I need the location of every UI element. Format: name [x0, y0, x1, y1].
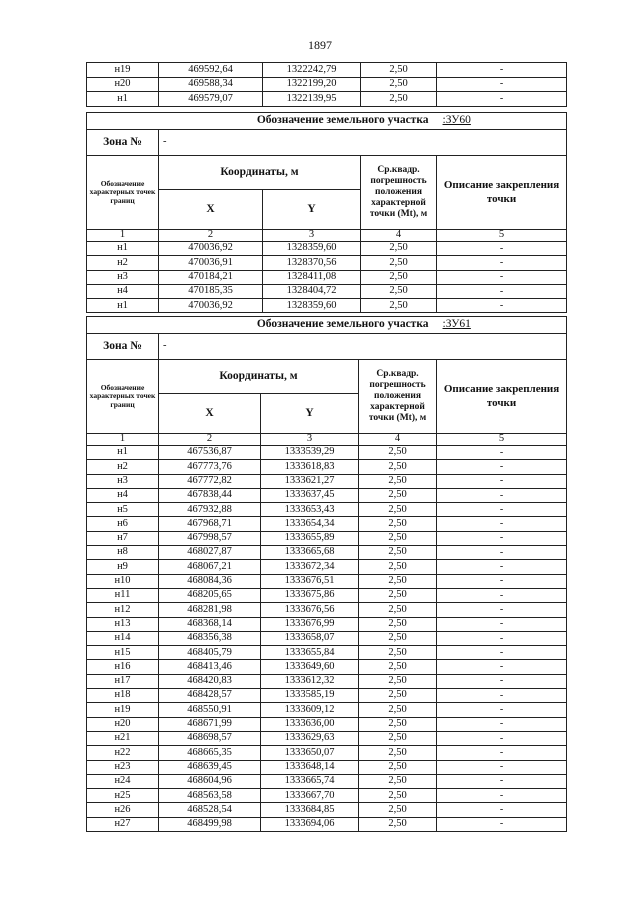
coord-y: 1333694,06: [261, 817, 359, 831]
position-error: 2,50: [359, 446, 437, 460]
table-row: [87, 299, 567, 313]
col-number: 4: [361, 230, 437, 242]
fixing-description: -: [437, 560, 567, 574]
coord-x: 468563,58: [159, 789, 261, 803]
position-error: 2,50: [359, 746, 437, 760]
coord-x: 467968,71: [159, 517, 261, 531]
coord-x: 468671,99: [159, 717, 261, 731]
header-description: Описание закрепления точки: [437, 360, 567, 434]
table-row: [87, 703, 567, 717]
position-error: 2,50: [359, 560, 437, 574]
coord-y: 1333684,85: [261, 803, 359, 817]
point-id: н8: [87, 546, 159, 560]
zone-value: -: [159, 130, 567, 156]
fixing-description: -: [437, 242, 567, 256]
fixing-description: -: [437, 631, 567, 645]
point-id: н2: [87, 460, 159, 474]
coord-y: 1333667,70: [261, 789, 359, 803]
fixing-description: -: [437, 774, 567, 788]
table-row: [87, 689, 567, 703]
point-id: н16: [87, 660, 159, 674]
fixing-description: -: [437, 284, 567, 298]
coord-x: 468550,91: [159, 703, 261, 717]
header-error: Ср.квадр. погрешность положения характерной точки (Mt), м: [359, 360, 437, 434]
table-row: [87, 731, 567, 745]
point-id: н18: [87, 689, 159, 703]
fixing-description: -: [437, 446, 567, 460]
point-id: н1: [87, 242, 159, 256]
point-id: н7: [87, 531, 159, 545]
parcel-value: :ЗУ60: [437, 113, 567, 130]
header-y: Y: [263, 190, 361, 230]
coord-x: 469588,34: [159, 77, 263, 92]
zone-label: Зона №: [87, 130, 159, 156]
position-error: 2,50: [361, 284, 437, 298]
fixing-description: -: [437, 617, 567, 631]
coord-y: 1333655,89: [261, 531, 359, 545]
fixing-description: -: [437, 256, 567, 270]
position-error: 2,50: [359, 646, 437, 660]
coord-x: 468205,65: [159, 588, 261, 602]
coord-x: 468665,35: [159, 746, 261, 760]
position-error: 2,50: [361, 77, 437, 92]
coord-y: 1333621,27: [261, 474, 359, 488]
coord-x: 470036,92: [159, 299, 263, 313]
table-row: [87, 284, 567, 298]
point-id: н1: [87, 92, 159, 107]
point-id: н1: [87, 446, 159, 460]
point-id: н25: [87, 789, 159, 803]
table-row: [87, 817, 567, 831]
table-row: [87, 546, 567, 560]
fixing-description: -: [437, 531, 567, 545]
fixing-description: -: [437, 299, 567, 313]
zone61-rows: [87, 446, 567, 832]
fixing-description: -: [437, 270, 567, 284]
table-row: [87, 77, 567, 92]
point-id: н5: [87, 503, 159, 517]
coord-y: 1322199,20: [263, 77, 361, 92]
coord-y: 1333672,34: [261, 560, 359, 574]
point-id: н11: [87, 588, 159, 602]
fixing-description: -: [437, 760, 567, 774]
fixing-description: -: [437, 731, 567, 745]
coord-x: 468405,79: [159, 646, 261, 660]
point-id: н4: [87, 488, 159, 502]
table-row: [87, 631, 567, 645]
coord-x: 468368,14: [159, 617, 261, 631]
coord-y: 1333585,19: [261, 689, 359, 703]
fixing-description: -: [437, 646, 567, 660]
table-row: [87, 603, 567, 617]
coord-y: 1328404,72: [263, 284, 361, 298]
fixing-description: -: [437, 517, 567, 531]
header-x: X: [159, 190, 263, 230]
fixing-description: -: [437, 817, 567, 831]
point-id: н3: [87, 270, 159, 284]
coord-y: 1333676,99: [261, 617, 359, 631]
fixing-description: -: [437, 689, 567, 703]
point-id: н12: [87, 603, 159, 617]
table-row: [87, 646, 567, 660]
point-id: н20: [87, 77, 159, 92]
position-error: 2,50: [361, 270, 437, 284]
coord-x: 468281,98: [159, 603, 261, 617]
fixing-description: -: [437, 77, 567, 92]
point-id: н26: [87, 803, 159, 817]
coord-y: 1322139,95: [263, 92, 361, 107]
fixing-description: -: [437, 92, 567, 107]
col-number: 5: [437, 230, 567, 242]
coord-x: 468413,46: [159, 660, 261, 674]
continuation-body: [87, 63, 567, 107]
coord-x: 469592,64: [159, 63, 263, 78]
coord-y: 1333665,74: [261, 774, 359, 788]
coord-y: 1333653,43: [261, 503, 359, 517]
point-id: н27: [87, 817, 159, 831]
coord-x: 468420,83: [159, 674, 261, 688]
position-error: 2,50: [359, 517, 437, 531]
position-error: 2,50: [361, 242, 437, 256]
fixing-description: -: [437, 574, 567, 588]
position-error: 2,50: [359, 689, 437, 703]
position-error: 2,50: [359, 603, 437, 617]
position-error: 2,50: [359, 546, 437, 560]
zone60-rows: [87, 242, 567, 313]
point-id: н24: [87, 774, 159, 788]
table-row: [87, 256, 567, 270]
position-error: 2,50: [359, 717, 437, 731]
table-row: [87, 474, 567, 488]
position-error: 2,50: [359, 803, 437, 817]
point-id: н20: [87, 717, 159, 731]
point-id: н15: [87, 646, 159, 660]
coord-x: 467838,44: [159, 488, 261, 502]
col-number: 3: [263, 230, 361, 242]
header-description: Описание закрепления точки: [437, 156, 567, 230]
header-y: Y: [261, 394, 359, 434]
coord-x: 468356,38: [159, 631, 261, 645]
coord-x: 468698,57: [159, 731, 261, 745]
fixing-description: -: [437, 789, 567, 803]
position-error: 2,50: [359, 617, 437, 631]
col-number: 4: [359, 434, 437, 446]
coord-x: 468639,45: [159, 760, 261, 774]
fixing-description: -: [437, 703, 567, 717]
coord-y: 1333654,34: [261, 517, 359, 531]
col-number: 3: [261, 434, 359, 446]
point-id: н19: [87, 703, 159, 717]
coord-x: 468428,57: [159, 689, 261, 703]
coord-y: 1333612,32: [261, 674, 359, 688]
coord-x: 468604,96: [159, 774, 261, 788]
coord-y: 1328359,60: [263, 299, 361, 313]
coord-y: 1328359,60: [263, 242, 361, 256]
point-id: н19: [87, 63, 159, 78]
col-number: 5: [437, 434, 567, 446]
point-id: н10: [87, 574, 159, 588]
header-point: Обозначение характерных точек границ: [87, 360, 159, 434]
position-error: 2,50: [359, 503, 437, 517]
coord-y: 1333609,12: [261, 703, 359, 717]
col-number: 1: [87, 434, 159, 446]
fixing-description: -: [437, 488, 567, 502]
coord-y: 1333676,56: [261, 603, 359, 617]
fixing-description: -: [437, 546, 567, 560]
parcel-value: :ЗУ61: [437, 317, 567, 334]
fixing-description: -: [437, 603, 567, 617]
header-x: X: [159, 394, 261, 434]
position-error: 2,50: [361, 92, 437, 107]
table-row: [87, 717, 567, 731]
coord-y: 1333636,00: [261, 717, 359, 731]
table-row: [87, 560, 567, 574]
coord-y: 1333649,60: [261, 660, 359, 674]
coord-y: 1333650,07: [261, 746, 359, 760]
position-error: 2,50: [359, 660, 437, 674]
point-id: н22: [87, 746, 159, 760]
parcel-label: Обозначение земельного участка: [87, 317, 437, 334]
col-number: 2: [159, 434, 261, 446]
parcel-table-zu60: [86, 112, 567, 313]
table-row: [87, 574, 567, 588]
coord-x: 468084,36: [159, 574, 261, 588]
position-error: 2,50: [359, 674, 437, 688]
table-row: [87, 588, 567, 602]
table-row: [87, 789, 567, 803]
position-error: 2,50: [359, 631, 437, 645]
point-id: н17: [87, 674, 159, 688]
fixing-description: -: [437, 588, 567, 602]
position-error: 2,50: [359, 789, 437, 803]
coord-x: 467998,57: [159, 531, 261, 545]
header-error: Ср.квадр. погрешность положения характерной точки (Mt), м: [361, 156, 437, 230]
table-row: [87, 746, 567, 760]
col-number: 1: [87, 230, 159, 242]
coord-x: 470036,92: [159, 242, 263, 256]
table-row: [87, 760, 567, 774]
position-error: 2,50: [359, 531, 437, 545]
table-row: [87, 617, 567, 631]
position-error: 2,50: [359, 817, 437, 831]
point-id: н3: [87, 474, 159, 488]
table-row: [87, 242, 567, 256]
table-row: [87, 803, 567, 817]
table-row: [87, 63, 567, 78]
table-row: [87, 660, 567, 674]
fixing-description: -: [437, 63, 567, 78]
point-id: н13: [87, 617, 159, 631]
fixing-description: -: [437, 503, 567, 517]
position-error: 2,50: [359, 703, 437, 717]
position-error: 2,50: [359, 488, 437, 502]
coord-y: 1328411,08: [263, 270, 361, 284]
position-error: 2,50: [359, 731, 437, 745]
table-row: [87, 488, 567, 502]
table-row: [87, 270, 567, 284]
point-id: н1: [87, 299, 159, 313]
coord-x: 467773,76: [159, 460, 261, 474]
parcel-table-zu61: [86, 316, 567, 832]
point-id: н23: [87, 760, 159, 774]
parcel-label: Обозначение земельного участка: [87, 113, 437, 130]
point-id: н14: [87, 631, 159, 645]
header-coordinates: Координаты, м: [159, 360, 359, 394]
header-coordinates: Координаты, м: [159, 156, 361, 190]
point-id: н21: [87, 731, 159, 745]
coord-y: 1333648,14: [261, 760, 359, 774]
fixing-description: -: [437, 460, 567, 474]
page-number: 1897: [308, 38, 332, 52]
coord-y: 1333629,63: [261, 731, 359, 745]
coord-x: 468528,54: [159, 803, 261, 817]
point-id: н6: [87, 517, 159, 531]
table-row: [87, 517, 567, 531]
point-id: н4: [87, 284, 159, 298]
coord-y: 1333655,84: [261, 646, 359, 660]
table-row: [87, 446, 567, 460]
coord-x: 468067,21: [159, 560, 261, 574]
table-row: [87, 92, 567, 107]
table-row: [87, 460, 567, 474]
coord-x: 467932,88: [159, 503, 261, 517]
coord-y: 1333665,68: [261, 546, 359, 560]
table-row: [87, 674, 567, 688]
coord-x: 470036,91: [159, 256, 263, 270]
position-error: 2,50: [361, 299, 437, 313]
coord-x: 468027,87: [159, 546, 261, 560]
coord-y: 1322242,79: [263, 63, 361, 78]
coord-x: 469579,07: [159, 92, 263, 107]
coord-y: 1333637,45: [261, 488, 359, 502]
table-row: [87, 531, 567, 545]
point-id: н9: [87, 560, 159, 574]
coord-y: 1333658,07: [261, 631, 359, 645]
coord-y: 1328370,56: [263, 256, 361, 270]
position-error: 2,50: [361, 63, 437, 78]
zone-label: Зона №: [87, 334, 159, 360]
fixing-description: -: [437, 746, 567, 760]
zone-value: -: [159, 334, 567, 360]
coord-x: 468499,98: [159, 817, 261, 831]
coord-y: 1333539,29: [261, 446, 359, 460]
header-point: Обозначение характерных точек границ: [87, 156, 159, 230]
coord-y: 1333618,83: [261, 460, 359, 474]
coord-x: 467772,82: [159, 474, 261, 488]
position-error: 2,50: [359, 588, 437, 602]
position-error: 2,50: [359, 574, 437, 588]
coord-x: 470185,35: [159, 284, 263, 298]
point-id: н2: [87, 256, 159, 270]
position-error: 2,50: [361, 256, 437, 270]
table-row: [87, 774, 567, 788]
coord-x: 467536,87: [159, 446, 261, 460]
coord-y: 1333675,86: [261, 588, 359, 602]
fixing-description: -: [437, 474, 567, 488]
continuation-table: [86, 62, 567, 107]
fixing-description: -: [437, 803, 567, 817]
position-error: 2,50: [359, 474, 437, 488]
fixing-description: -: [437, 660, 567, 674]
position-error: 2,50: [359, 460, 437, 474]
position-error: 2,50: [359, 760, 437, 774]
coord-y: 1333676,51: [261, 574, 359, 588]
table-row: [87, 503, 567, 517]
position-error: 2,50: [359, 774, 437, 788]
fixing-description: -: [437, 717, 567, 731]
col-number: 2: [159, 230, 263, 242]
coord-x: 470184,21: [159, 270, 263, 284]
fixing-description: -: [437, 674, 567, 688]
